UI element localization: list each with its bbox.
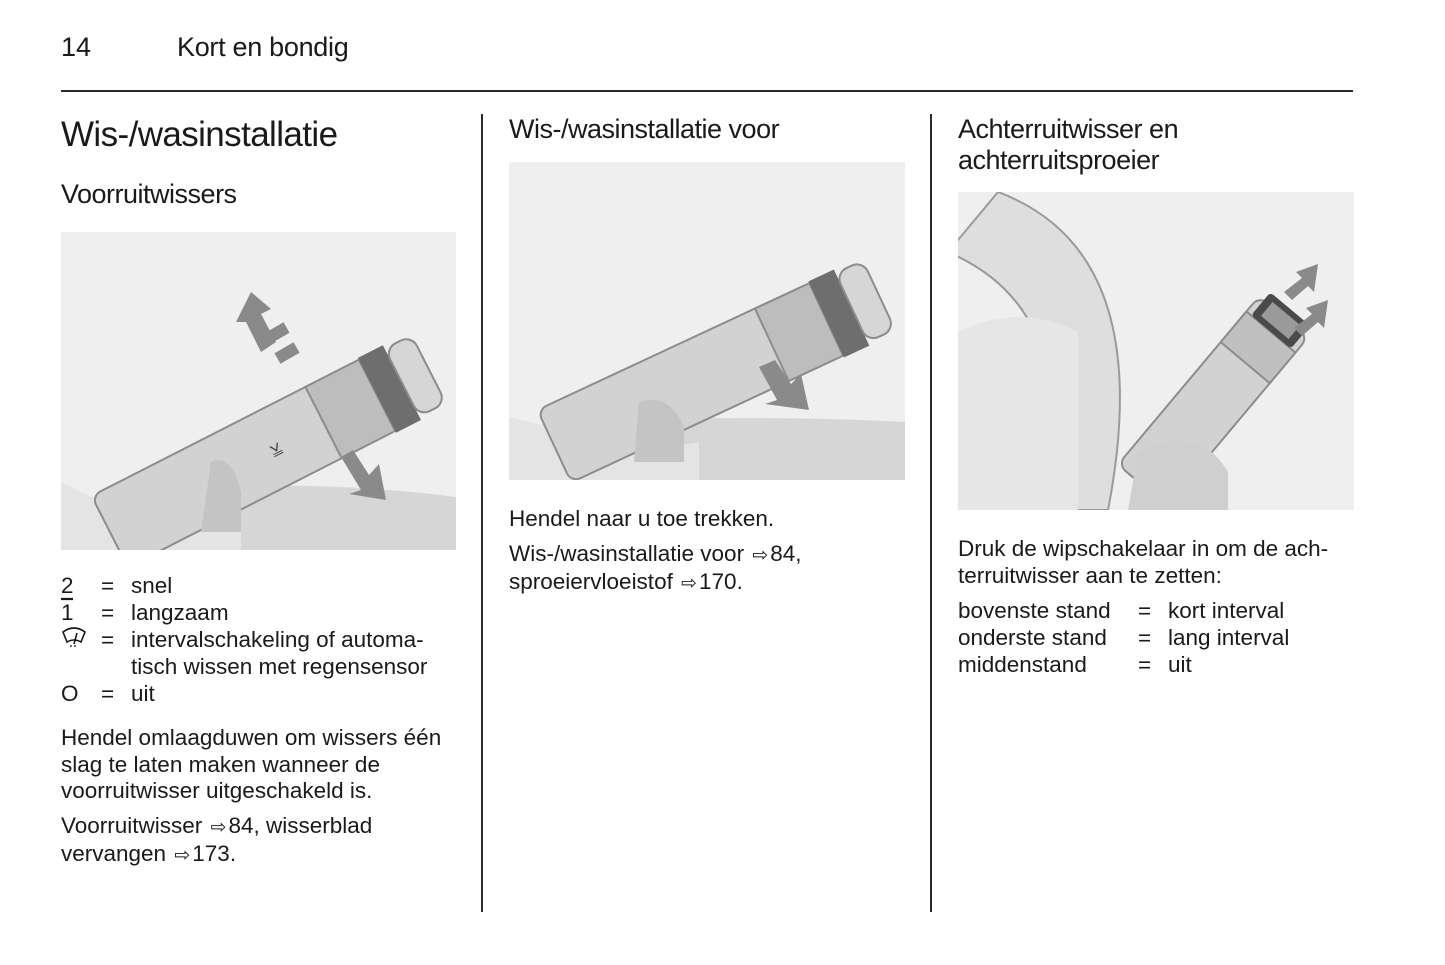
legend-eq: = xyxy=(101,681,115,706)
page-number: 14 xyxy=(61,32,92,62)
legend-row xyxy=(61,599,456,626)
position-value: lang interval xyxy=(1168,625,1290,650)
page-header-title: Kort en bondig xyxy=(177,32,349,62)
legend-value: snel xyxy=(131,573,173,598)
legend-row xyxy=(61,680,456,707)
section-heading: Wis-/wasinstallatie voor xyxy=(509,114,780,144)
legend-value: intervalschakeling of automa-tisch wissen met regensensor xyxy=(131,627,428,679)
position-label: onderste stand xyxy=(958,625,1107,650)
position-value: kort interval xyxy=(1168,598,1285,623)
column-divider xyxy=(481,114,483,912)
section-heading: Wis-/wasinstallatie xyxy=(61,115,338,154)
legend-row xyxy=(61,572,456,599)
legend-key: O xyxy=(61,681,79,706)
ref-end: . xyxy=(229,841,237,866)
section-subheading: Voorruitwissers xyxy=(61,179,237,209)
ref-page[interactable]: 84 xyxy=(228,812,254,838)
ref-text: , wisserblad vervangen xyxy=(61,812,373,866)
legend-row xyxy=(61,626,456,680)
position-row xyxy=(958,597,1354,624)
position-label: bovenste stand xyxy=(958,598,1111,623)
page-ref-arrow-icon: ⇨ xyxy=(681,573,698,594)
column-front-wipers xyxy=(61,114,456,870)
position-eq: = xyxy=(1138,598,1152,623)
body-paragraph: Druk de wipschakelaar in om de ach-terruitwisser aan te zetten: xyxy=(958,536,1329,588)
section-heading: Achterruitwisser en xyxy=(958,114,1179,144)
position-eq: = xyxy=(1138,625,1152,650)
interval-wiper-icon xyxy=(61,626,101,680)
ref-page[interactable]: 170 xyxy=(699,569,737,594)
position-row xyxy=(958,651,1354,678)
ref-end: . xyxy=(736,569,743,594)
page-ref-arrow-icon: ⇨ xyxy=(210,816,227,838)
position-eq: = xyxy=(1138,652,1152,677)
position-value: uit xyxy=(1168,652,1192,677)
wiper-lever-illustration xyxy=(61,232,456,550)
legend-value: uit xyxy=(131,681,155,706)
position-row xyxy=(958,624,1354,651)
ref-text: sproeiervloeistof xyxy=(509,569,673,594)
rear-wiper-illustration xyxy=(958,192,1354,510)
legend-value: langzaam xyxy=(131,600,229,625)
column-washer-front xyxy=(509,114,905,598)
switch-position-table xyxy=(958,597,1354,678)
cross-reference xyxy=(509,541,905,598)
header-rule xyxy=(61,90,1353,92)
legend-eq: = xyxy=(101,627,115,652)
svg-text:⩣: ⩣ xyxy=(265,435,284,458)
page-ref-arrow-icon: ⇨ xyxy=(174,845,191,866)
column-divider xyxy=(930,114,932,912)
legend-key xyxy=(61,599,101,626)
legend-eq: = xyxy=(101,600,115,625)
legend-key: 2 xyxy=(61,573,74,598)
washer-lever-illustration xyxy=(509,162,905,480)
ref-sep: , xyxy=(795,540,802,566)
position-label: middenstand xyxy=(958,652,1087,677)
ref-page[interactable]: 173 xyxy=(192,841,230,866)
legend xyxy=(61,572,456,707)
legend-key-text: 1 xyxy=(61,600,74,625)
body-paragraph: Hendel omlaagduwen om wissers één slag te laten maken wanneer de voorruitwisser uitgeschakeld is. xyxy=(61,725,442,803)
cross-reference xyxy=(61,813,456,870)
ref-text: Wis-/wasinstallatie voor xyxy=(509,540,745,566)
body-paragraph: Hendel naar u toe trekken. xyxy=(509,506,775,531)
section-heading: achterruitsproeier xyxy=(958,145,1160,175)
column-rear-wiper xyxy=(958,114,1354,678)
ref-text: Voorruitwisser xyxy=(61,812,203,838)
legend-eq: = xyxy=(101,573,115,598)
page-ref-arrow-icon: ⇨ xyxy=(752,544,769,566)
ref-page[interactable]: 84 xyxy=(770,540,796,566)
